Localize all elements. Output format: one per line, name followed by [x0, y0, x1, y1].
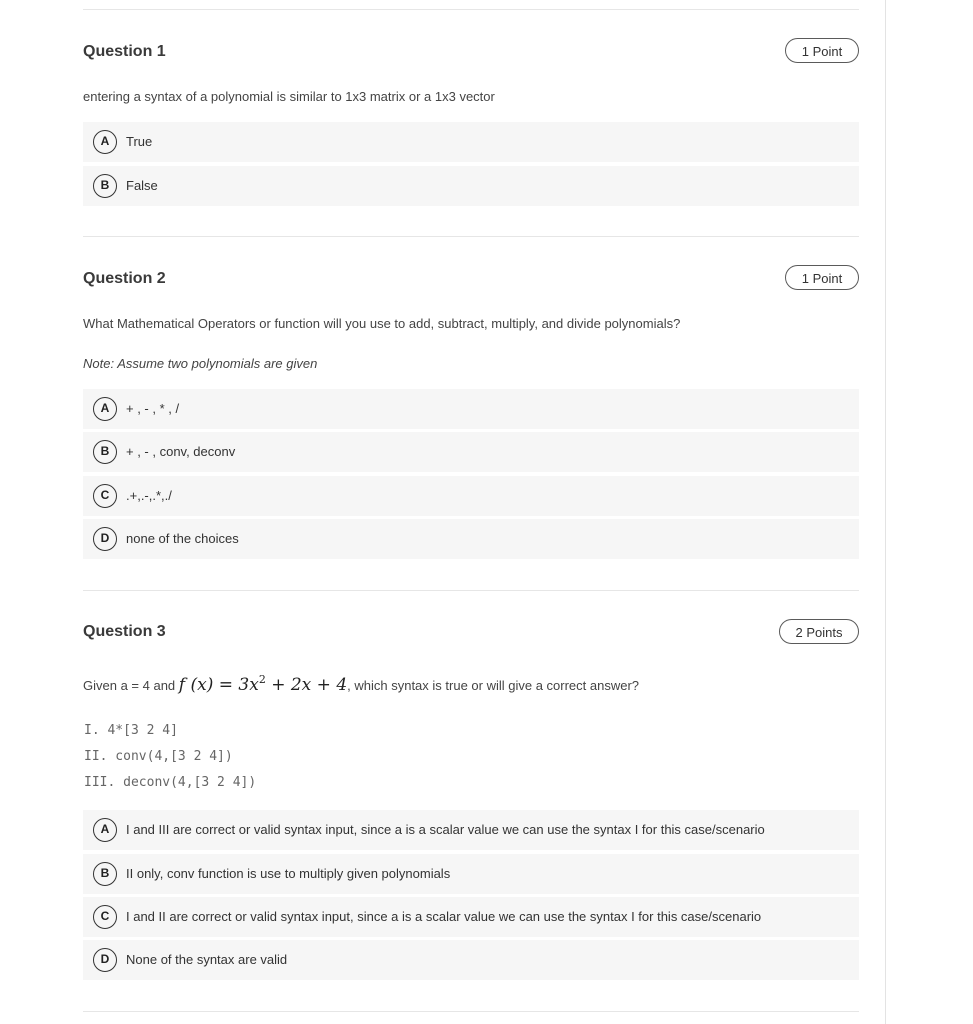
question-2-points-badge: 1 Point [785, 265, 859, 290]
section-divider [83, 236, 859, 237]
formula-term1: 3x [238, 675, 259, 695]
question-3-option-c[interactable] [83, 897, 859, 937]
question-1-title: Question 1 [83, 43, 166, 60]
question-2-option-d[interactable] [83, 519, 859, 559]
question-3-points-badge: 2 Points [779, 619, 859, 644]
question-3-prompt [83, 666, 639, 700]
option-text: I and III are correct or valid syntax input, since a is a scalar value we can use the syntax I for this case/scenario [126, 822, 765, 837]
option-letter-badge: C [93, 484, 117, 508]
option-letter-badge: A [93, 130, 117, 154]
question-2-prompt: What Mathematical Operators or function will you use to add, subtract, multiply, and divide polynomials? [83, 316, 681, 331]
prompt-text-before: Given a = 4 and [83, 678, 176, 693]
polynomial-formula [179, 675, 347, 695]
option-text: + , - , conv, deconv [126, 444, 236, 459]
option-text: True [126, 134, 153, 149]
question-3-title: Question 3 [83, 623, 166, 640]
question-3-option-a[interactable] [83, 810, 859, 850]
option-letter-badge: B [93, 440, 117, 464]
code-snippet [84, 718, 256, 796]
content-right-border [885, 0, 886, 1024]
prompt-text-after: , which syntax is true or will give a correct answer? [347, 678, 640, 693]
formula-equals: = [218, 675, 233, 695]
option-letter-badge: B [93, 174, 117, 198]
section-divider [83, 590, 859, 591]
code-line: II. conv(4,[3 2 4]) [84, 749, 233, 764]
code-line: III. deconv(4,[3 2 4]) [84, 775, 257, 790]
question-2-note: Note: Assume two polynomials are given [83, 356, 318, 371]
formula-lhs: f (x) [178, 675, 214, 695]
option-letter-badge: B [93, 862, 117, 886]
option-text: None of the syntax are valid [126, 952, 288, 967]
section-divider [83, 1011, 859, 1012]
question-3-option-b[interactable] [83, 854, 859, 894]
option-text: I and II are correct or valid syntax input, since a is a scalar value we can use the syntax I for this case/scenario [126, 909, 762, 924]
question-2-option-a[interactable] [83, 389, 859, 429]
question-1-points-badge: 1 Point [785, 38, 859, 63]
formula-term2: + 2x + 4 [271, 675, 348, 695]
section-divider [83, 9, 859, 10]
question-2-option-b[interactable] [83, 432, 859, 472]
question-1-option-b[interactable] [83, 166, 859, 206]
option-text: II only, conv function is use to multiply given polynomials [126, 866, 451, 881]
formula-exponent: 2 [258, 673, 266, 686]
option-letter-badge: C [93, 905, 117, 929]
option-text: False [126, 178, 158, 193]
question-1-option-a[interactable] [83, 122, 859, 162]
option-letter-badge: D [93, 527, 117, 551]
option-letter-badge: A [93, 818, 117, 842]
option-text: .+,.-,.*,./ [126, 488, 172, 503]
option-text: none of the choices [126, 531, 239, 546]
question-3-option-d[interactable] [83, 940, 859, 980]
option-text: + , - , * , / [126, 401, 180, 416]
option-letter-badge: A [93, 397, 117, 421]
code-line: I. 4*[3 2 4] [84, 723, 178, 738]
question-2-title: Question 2 [83, 270, 166, 287]
question-1-prompt: entering a syntax of a polynomial is similar to 1x3 matrix or a 1x3 vector [83, 89, 495, 104]
question-2-option-c[interactable] [83, 476, 859, 516]
option-letter-badge: D [93, 948, 117, 972]
